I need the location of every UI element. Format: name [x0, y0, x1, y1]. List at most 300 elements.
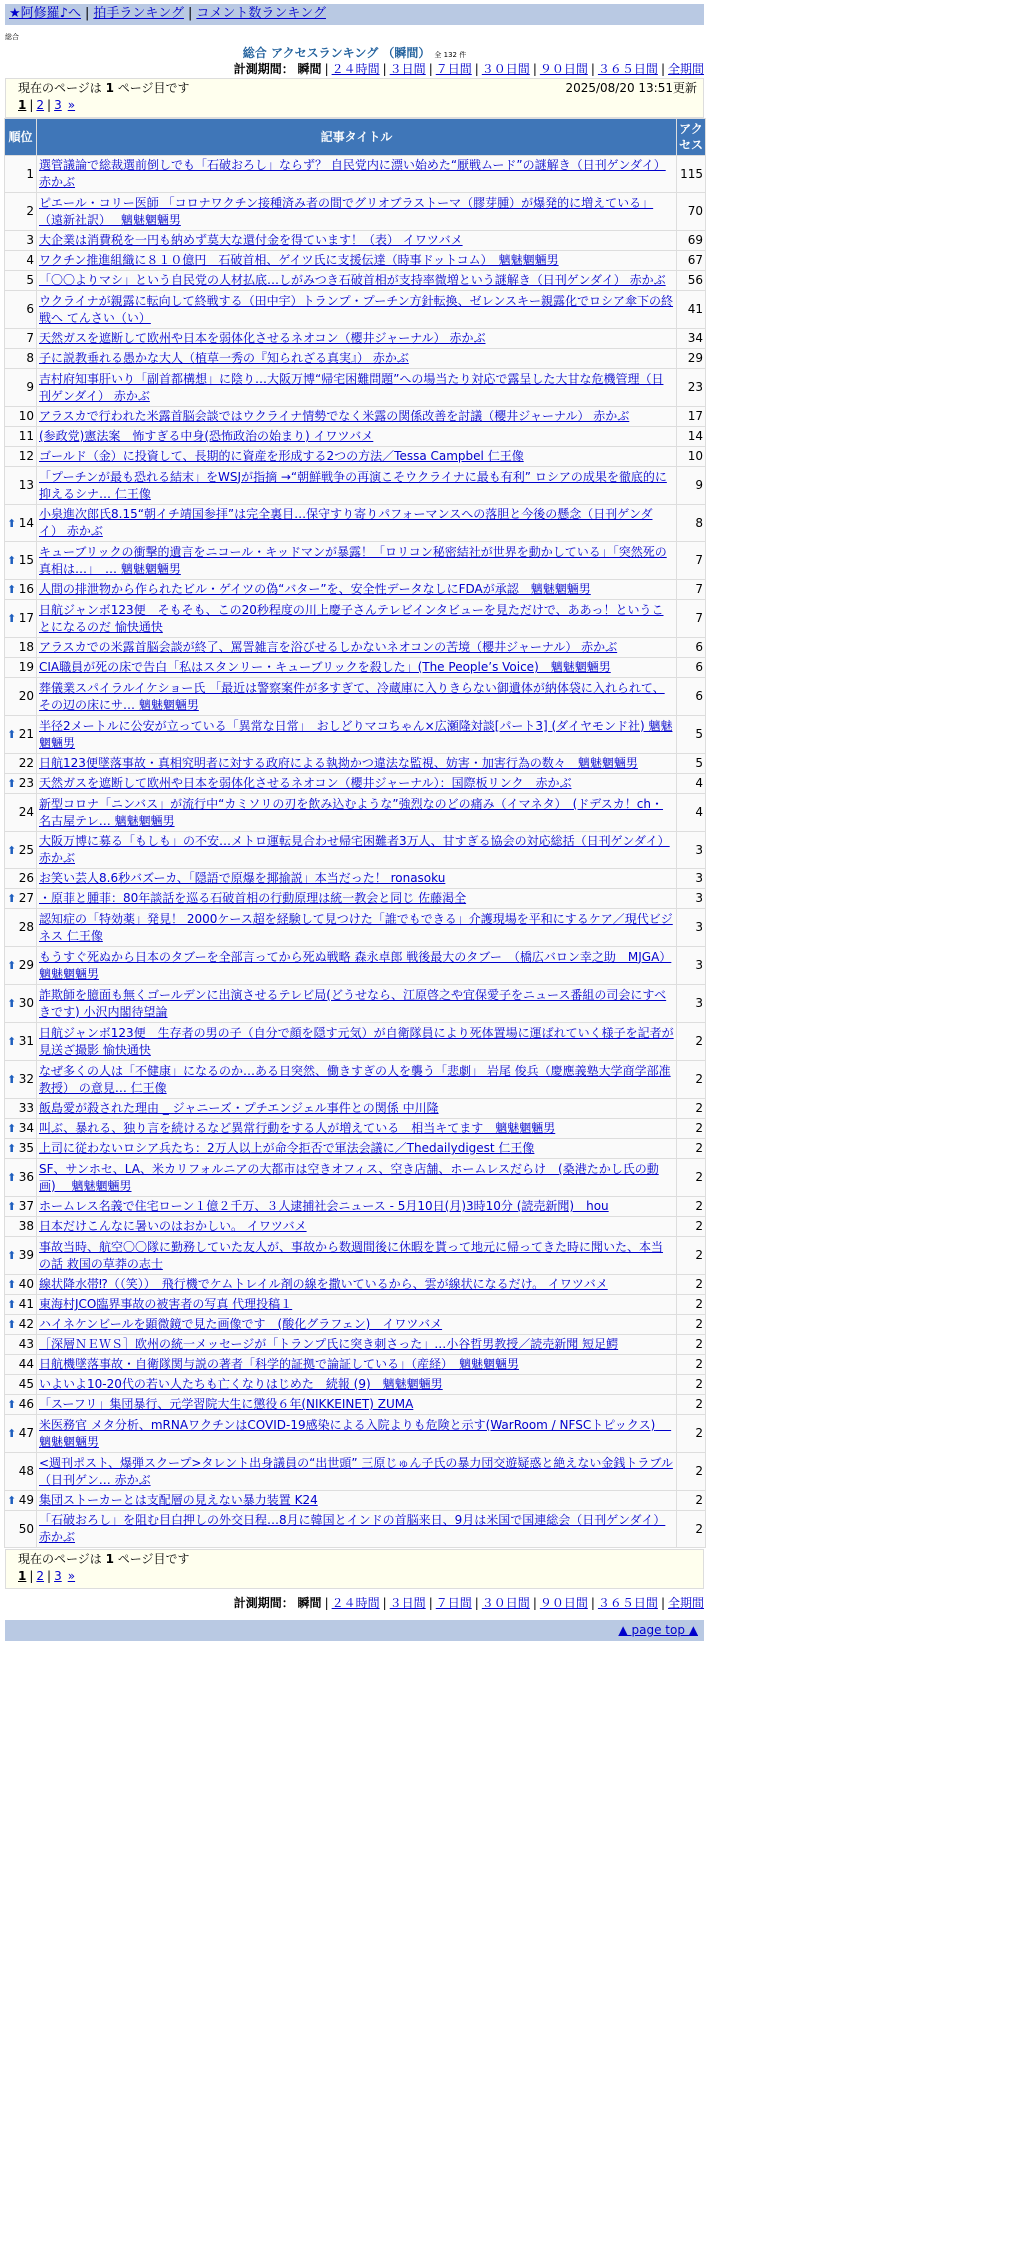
title-cell	[37, 156, 676, 192]
rank-number: 27	[18, 891, 34, 905]
table-row	[5, 231, 705, 250]
table-row	[5, 889, 705, 908]
access-count: 2	[677, 1099, 705, 1118]
period-365d[interactable]: ３６５日間	[597, 62, 658, 76]
title-cell	[37, 774, 676, 793]
article-link[interactable]: 米医務官 メタ分析、mRNAワクチンはCOVID-19感染による入院よりも危険と示す(WarRoom / NFSCトピックス) 魑魅魍魎男	[39, 1417, 672, 1449]
title-cell	[37, 947, 676, 984]
title-cell	[37, 1375, 676, 1394]
rank-cell	[5, 231, 36, 250]
access-count: 2	[677, 1197, 705, 1216]
back-to-asyura-link[interactable]: ★阿修羅♪へ	[9, 6, 81, 21]
page-3-link[interactable]: 3	[54, 1569, 62, 1583]
period-365d[interactable]: ３６５日間	[597, 1596, 658, 1610]
access-count: 2	[677, 1315, 705, 1334]
rank-cell	[5, 947, 36, 984]
access-count: 7	[677, 542, 705, 579]
article-link[interactable]: アラスカで行われた米露首脳会談ではウクライナ情勢でなく米露の関係改善を討議（櫻井ジャーナル） 赤かぶ	[39, 409, 630, 423]
article-link[interactable]: <週刊ポスト、爆弾スクープ>タレント出身議員の“出世頭” 三原じゅん子氏の暴力団交遊疑惑と絶えない金銭トラブル（日刊ゲン… 赤かぶ	[39, 1455, 673, 1487]
access-count: 3	[677, 889, 705, 908]
table-row	[5, 1375, 705, 1394]
article-link[interactable]: 「〇〇よりマシ」という自民党の人材払底…しがみつき石破首相が支持率微増という謎解き（日刊ゲンダイ） 赤かぶ	[39, 273, 666, 287]
page-title	[0, 46, 709, 62]
article-link[interactable]: 日航ジャンボ123便 そもそも、この20秒程度の川上慶子さんテレビインタビューを見ただけで、ああっ！ということになるのだ 愉快通快	[39, 602, 664, 634]
table-row	[5, 658, 705, 677]
rank-up-arrow-icon: ⬆	[7, 612, 17, 625]
rank-number: 21	[18, 727, 34, 741]
rank-cell	[5, 1355, 36, 1374]
title-cell	[37, 349, 676, 368]
rank-cell	[5, 716, 36, 753]
article-link[interactable]: 詐欺師を臆面も無くゴールデンに出演させるテレビ局(どうせなら、江原啓之や宜保愛子をニュース番組の司会にすべきです) 小沢内閣待望論	[39, 987, 667, 1019]
article-link[interactable]: (参政党)憲法案 怖すぎる中身(恐怖政治の始まり) イワツバメ	[39, 429, 374, 443]
rank-number: 10	[18, 409, 34, 423]
rank-number: 44	[18, 1357, 34, 1371]
rank-up-arrow-icon: ⬆	[7, 777, 17, 790]
rank-number: 28	[18, 920, 34, 934]
access-count: 2	[677, 1491, 705, 1510]
table-row	[5, 349, 705, 368]
article-link[interactable]: ハイネケンビールを顕微鏡で見た画像です (酸化グラフェン) イワツバメ	[39, 1317, 443, 1331]
access-count: 3	[677, 909, 705, 946]
rank-cell	[5, 1453, 36, 1490]
access-count: 115	[677, 156, 705, 192]
rank-cell	[5, 1099, 36, 1118]
rank-up-arrow-icon: ⬆	[7, 1122, 17, 1135]
title-cell	[37, 1197, 676, 1216]
page-1-link[interactable]: 1	[18, 1569, 27, 1583]
table-row	[5, 985, 705, 1022]
title-cell	[37, 1315, 676, 1334]
rank-cell	[5, 1139, 36, 1158]
article-link[interactable]: 人間の排泄物から作られたビル・ゲイツの偽“バター”を、安全性データなしにFDAが承認 魑魅魍魎男	[39, 582, 591, 596]
rank-cell	[5, 1315, 36, 1334]
rank-cell	[5, 467, 36, 504]
title-cell	[37, 794, 676, 831]
rank-cell	[5, 1335, 36, 1354]
rank-number: 15	[18, 553, 34, 567]
period-label: 計測期間：	[233, 1596, 294, 1610]
article-link[interactable]: 天然ガスを遮断して欧州や日本を弱体化させるネオコン（櫻井ジャーナル）：国際板リンク 赤かぶ	[39, 776, 572, 790]
access-count: 10	[677, 447, 705, 466]
rank-up-arrow-icon: ⬆	[7, 1427, 17, 1440]
rank-cell	[5, 1119, 36, 1138]
table-row	[5, 1511, 705, 1547]
rank-cell	[5, 156, 36, 192]
article-link[interactable]: 子に説教垂れる愚かな大人（植草一秀の『知られざる真実』） 赤かぶ	[39, 351, 409, 365]
period-all[interactable]: 全期間	[667, 1596, 704, 1610]
rank-up-arrow-icon: ⬆	[7, 1494, 17, 1507]
article-link[interactable]: 天然ガスを遮断して欧州や日本を弱体化させるネオコン（櫻井ジャーナル） 赤かぶ	[39, 331, 486, 345]
rank-cell	[5, 193, 36, 230]
rank-number: 18	[18, 640, 34, 654]
access-count: 70	[677, 193, 705, 230]
article-link[interactable]: ホームレス名義で住宅ローン１億２千万、３人逮捕社会ニュース - 5月10日(月)3時10分 (読売新聞) hou	[39, 1199, 609, 1213]
table-row	[5, 1335, 705, 1354]
article-link[interactable]: 「石破おろし」を阻む目白押しの外交日程…8月に韓国とインドの首脳来日、9月は米国で国連総会（日刊ゲンダイ） 赤かぶ	[39, 1513, 666, 1544]
rank-number: 13	[18, 478, 34, 492]
article-link[interactable]: 集団ストーカーとは支配層の見えない暴力装置 K24	[39, 1493, 318, 1507]
article-link[interactable]: 半径2メートルに公安が立っている「異常な日常」 おしどりマコちゃん×広瀬隆対談[パート3] (ダイヤモンド社) 魑魅魍魎男	[39, 718, 673, 750]
article-link[interactable]: もうすぐ死ぬから日本のタブーを全部言ってから死ぬ戦略 森永卓郎 戦後最大のタブー （橋広バロン幸之助 MJGA） 魑魅魍魎男	[39, 949, 672, 981]
rank-cell	[5, 1061, 36, 1098]
period-7d[interactable]: ７日間	[435, 62, 472, 76]
table-row	[5, 251, 705, 270]
table-row	[5, 678, 705, 715]
rank-number: 38	[18, 1219, 34, 1233]
title-cell	[37, 638, 676, 657]
ranking-table	[4, 118, 706, 1548]
title-cell	[37, 407, 676, 426]
rank-number: 22	[18, 756, 34, 770]
rank-number: 5	[26, 273, 34, 287]
article-link[interactable]: 事故当時、航空〇〇隊に勤務していた友人が、事故から数週間後に休暇を貰って地元に帰ってきた時に聞いた、本当の話 救国の草莽の志士	[39, 1239, 664, 1271]
period-30d[interactable]: ３０日間	[481, 62, 530, 76]
access-count: 2	[677, 1415, 705, 1452]
period-all[interactable]: 全期間	[667, 62, 704, 76]
rank-cell	[5, 1197, 36, 1216]
period-instant: 瞬間	[297, 1596, 322, 1610]
table-row	[5, 1237, 705, 1274]
rank-cell	[5, 1275, 36, 1294]
rank-cell	[5, 369, 36, 406]
rank-number: 14	[18, 515, 34, 530]
period-3d[interactable]: ３日間	[389, 62, 426, 76]
clap-ranking-link[interactable]: 拍手ランキング	[93, 6, 184, 21]
page-info-panel-top	[5, 78, 704, 118]
page-info-panel-bottom	[5, 1549, 704, 1589]
rank-up-arrow-icon: ⬆	[7, 1298, 17, 1311]
page-2-link[interactable]: 2	[36, 1569, 45, 1583]
title-cell	[37, 1335, 676, 1354]
period-30d[interactable]: ３０日間	[481, 1596, 530, 1610]
rank-number: 29	[18, 958, 34, 972]
period-90d[interactable]: ９０日間	[539, 1596, 588, 1610]
access-count: 7	[677, 580, 705, 599]
rank-up-arrow-icon: ⬆	[7, 1398, 17, 1411]
title-cell	[37, 832, 676, 868]
table-row	[5, 329, 705, 348]
rank-cell	[5, 985, 36, 1022]
access-count: 6	[677, 638, 705, 657]
title-cell	[37, 1395, 676, 1414]
title-cell	[37, 1453, 676, 1490]
table-row	[5, 407, 705, 426]
rank-cell	[5, 1159, 36, 1196]
rank-cell	[5, 1415, 36, 1452]
rank-number: 48	[18, 1464, 34, 1478]
table-row	[5, 1415, 705, 1452]
table-row	[5, 1119, 705, 1138]
article-link[interactable]: ゴールド（金）に投資して、長期的に資産を形成する2つの方法／Tessa Campbel 仁王像	[39, 449, 524, 463]
period-90d[interactable]: ９０日間	[539, 62, 588, 76]
access-count: 3	[677, 869, 705, 888]
article-link[interactable]: CIA職員が死の床で告白「私はスタンリー・キューブリックを殺した」(The People’s Voice) 魑魅魍魎男	[39, 660, 611, 674]
rank-number: 7	[26, 331, 34, 345]
rank-up-arrow-icon: ⬆	[7, 1318, 17, 1331]
access-count: 29	[677, 349, 705, 368]
access-count: 34	[677, 329, 705, 348]
access-count: 2	[677, 1295, 705, 1314]
page-top-link[interactable]: ▲ page top ▲	[618, 1623, 698, 1637]
table-row	[5, 638, 705, 657]
access-count: 4	[677, 774, 705, 793]
period-3d[interactable]: ３日間	[389, 1596, 426, 1610]
access-count: 4	[677, 794, 705, 831]
access-count: 2	[677, 1511, 705, 1547]
rank-cell	[5, 794, 36, 831]
rank-number: 40	[18, 1277, 34, 1291]
article-link[interactable]: 日航123便墜落事故・真相究明者に対する政府による執拗かつ違法な監視、妨害・加害行為の数々 魑魅魍魎男	[39, 756, 638, 770]
title-cell	[37, 658, 676, 677]
table-row	[5, 156, 705, 192]
article-link[interactable]: SF、サンホセ、LA、米カリフォルニアの大都市は空きオフィス、空き店舗、ホームレスだらけ (桑港たかし氏の動画) 魑魅魍魎男	[39, 1161, 659, 1193]
title-cell	[37, 505, 676, 541]
rank-cell	[5, 600, 36, 637]
rank-cell	[5, 407, 36, 426]
article-link[interactable]: 葬儀業スパイラルイケショー氏 「最近は警察案件が多すぎて、冷蔵庫に入りきらない御遺体が納体袋に入れられて、その辺の床にサ… 魑魅魍魎男	[39, 680, 665, 712]
header-access: アクセス	[677, 119, 705, 155]
next-page-link[interactable]: »	[67, 1569, 76, 1583]
rank-number: 6	[26, 302, 34, 316]
rank-cell	[5, 505, 36, 541]
comment-ranking-link[interactable]: コメント数ランキング	[196, 6, 326, 21]
access-count: 3	[677, 832, 705, 868]
article-link[interactable]: いよいよ10-20代の若い人たちも亡くなりはじめた 続報 (9) 魑魅魍魎男	[39, 1377, 443, 1391]
header-rank: 順位	[5, 119, 36, 155]
table-row	[5, 1197, 705, 1216]
table-row	[5, 1295, 705, 1314]
rank-number: 24	[18, 805, 34, 819]
title-cell	[37, 580, 676, 599]
title-cell	[37, 427, 676, 446]
title-cell	[37, 1099, 676, 1118]
rank-up-arrow-icon: ⬆	[7, 997, 17, 1010]
rank-number: 43	[18, 1337, 34, 1351]
access-count: 2	[677, 1375, 705, 1394]
table-row	[5, 271, 705, 290]
rank-number: 31	[18, 1034, 34, 1048]
rank-up-arrow-icon: ⬆	[7, 516, 17, 530]
rank-cell	[5, 349, 36, 368]
table-row	[5, 1275, 705, 1294]
rank-number: 26	[18, 871, 34, 885]
ranking-title: 総合 アクセスランキング （瞬間）	[242, 46, 431, 60]
next-page-link[interactable]: »	[67, 98, 76, 112]
rank-up-arrow-icon: ⬆	[7, 583, 17, 596]
article-link[interactable]: 日航機墜落事故・自衛隊関与説の著者「科学的証拠で論証している」（産経） 魑魅魍魎男	[39, 1357, 520, 1371]
article-link[interactable]: ［深層ＮＥＷＳ］欧州の統一メッセージが「トランプ氏に突き刺さった」…小谷哲男教授／読売新聞 短足鰐	[39, 1337, 619, 1351]
access-count: 2	[677, 1023, 705, 1060]
rank-cell	[5, 329, 36, 348]
article-link[interactable]: 新型コロナ「ニンバス」が流行中“カミソリの刃を飲み込むような”強烈なのどの痛み（イマネタ） (ドデスカ！ch・名古屋テレ… 魑魅魍魎男	[39, 796, 664, 828]
table-row	[5, 193, 705, 230]
rank-number: 42	[18, 1317, 34, 1331]
rank-up-arrow-icon: ⬆	[7, 1200, 17, 1213]
rank-number: 16	[18, 582, 34, 596]
rank-cell	[5, 889, 36, 908]
rank-up-arrow-icon: ⬆	[7, 728, 17, 741]
rank-number: 34	[18, 1121, 34, 1135]
access-count: 5	[677, 754, 705, 773]
access-count: 3	[677, 947, 705, 984]
table-row	[5, 774, 705, 793]
pagination-top: 1 | 2 | 3 »	[18, 98, 76, 112]
table-row	[5, 505, 705, 541]
period-24h[interactable]: ２４時間	[331, 1596, 380, 1610]
table-row	[5, 1061, 705, 1098]
title-cell	[37, 1139, 676, 1158]
article-link[interactable]: ウクライナが親露に転向して終戦する（田中宇）トランプ・プーチン方針転換、ゼレンスキー親露化でロシア傘下の終戦へ てんさい（い）	[39, 293, 674, 325]
rank-cell	[5, 271, 36, 290]
rank-number: 23	[18, 776, 34, 790]
ranking-rows	[5, 156, 705, 1547]
access-count: 7	[677, 600, 705, 637]
rank-cell	[5, 658, 36, 677]
table-row	[5, 467, 705, 504]
updated-timestamp: 2025/08/20 13:51更新	[565, 81, 697, 95]
rank-number: 17	[18, 611, 34, 625]
rank-cell	[5, 1491, 36, 1510]
period-7d[interactable]: ７日間	[435, 1596, 472, 1610]
article-link[interactable]: お笑い芸人8.6秒バズーカ、「隠語で原爆を揶揄説」本当だった！ ronasoku	[39, 871, 446, 885]
access-count: 23	[677, 369, 705, 406]
rank-number: 39	[18, 1248, 34, 1262]
article-link[interactable]: 認知症の「特効薬」発見！ 2000ケース超を経験して見つけた「誰でもできる」介護現場を平和にするケア／現代ビジネス 仁王像	[39, 911, 673, 943]
access-count: 2	[677, 1119, 705, 1138]
access-count: 2	[677, 1159, 705, 1196]
article-link[interactable]: 大企業は消費税を一円も納めず莫大な還付金を得ています！（表） イワツバメ	[39, 233, 463, 247]
title-cell	[37, 467, 676, 504]
access-count: 2	[677, 1237, 705, 1274]
page-3-link[interactable]: 3	[54, 98, 62, 112]
rank-cell	[5, 1395, 36, 1414]
current-page-text: 現在のページは 1 ページ目です	[18, 81, 190, 95]
rank-cell	[5, 1023, 36, 1060]
article-link[interactable]: ピエール・コリー医師 「コロナワクチン接種済み者の間でグリオブラストーマ（膠芽腫）が爆発的に増えている」 （遠新社訳） 魑魅魍魎男	[39, 195, 654, 227]
table-row	[5, 427, 705, 446]
access-count: 41	[677, 291, 705, 328]
title-cell	[37, 291, 676, 328]
rank-number: 41	[18, 1297, 34, 1311]
article-link[interactable]: 叫ぶ、暴れる、独り言を続けるなど異常行動をする人が増えている 相当キてます 魑魅魍魎男	[39, 1121, 556, 1135]
access-count: 56	[677, 271, 705, 290]
table-row	[5, 1355, 705, 1374]
article-link[interactable]: キューブリックの衝撃的遺言をニコール・キッドマンが暴露！「ロリコン秘密結社が世界を動かしている」「突然死の真相は…」 … 魑魅魍魎男	[39, 544, 667, 576]
article-link[interactable]: 「スーフリ」集団暴行、元学習院大生に懲役６年(NIKKEINET) ZUMA	[39, 1397, 414, 1411]
rank-up-arrow-icon: ⬆	[7, 1035, 17, 1048]
article-link[interactable]: 大阪万博に募る「もしも」の不安…メトロ運転見合わせ帰宅困難者3万人、甘すぎる協会の対応総括（日刊ゲンダイ） 赤かぶ	[39, 834, 670, 865]
article-link[interactable]: アラスカでの米露首脳会談が終了、罵詈雑言を浴びせるしかないネオコンの苦境（櫻井ジャーナル） 赤かぶ	[39, 640, 618, 654]
title-cell	[37, 909, 676, 946]
table-row	[5, 369, 705, 406]
rank-number: 33	[18, 1101, 34, 1115]
page-1-link[interactable]: 1	[18, 98, 27, 112]
article-link[interactable]: 上司に従わないロシア兵たち：2万人以上が命令拒否で軍法会議に／Thedailydigest 仁王像	[39, 1141, 535, 1155]
title-cell	[37, 271, 676, 290]
rank-number: 50	[18, 1521, 34, 1536]
rank-number: 30	[18, 996, 34, 1010]
rank-number: 12	[18, 449, 34, 463]
article-link[interactable]: 選管議論で総裁選前倒しでも「石破おろし」ならず？ 自民党内に漂い始めた“厭戦ムード”の謎解き（日刊ゲンダイ） 赤かぶ	[39, 158, 666, 189]
header-title: 記事タイトル	[37, 119, 676, 155]
rank-cell	[5, 909, 36, 946]
table-row	[5, 1023, 705, 1060]
table-row	[5, 1217, 705, 1236]
access-count: 2	[677, 1395, 705, 1414]
rank-number: 36	[18, 1170, 34, 1184]
rank-up-arrow-icon: ⬆	[7, 554, 17, 567]
title-cell	[37, 1061, 676, 1098]
rank-cell	[5, 1217, 36, 1236]
table-row	[5, 447, 705, 466]
access-count: 14	[677, 427, 705, 446]
title-cell	[37, 1159, 676, 1196]
article-link[interactable]: 小泉進次郎氏8.15“朝イチ靖国参拝”は完全裏目…保守すり寄りパフォーマンスへの落胆と今後の懸念（日刊ゲンダイ） 赤かぶ	[39, 507, 653, 538]
title-cell	[37, 329, 676, 348]
rank-up-arrow-icon: ⬆	[7, 1073, 17, 1086]
title-cell	[37, 1237, 676, 1274]
rank-cell	[5, 832, 36, 868]
article-link[interactable]: 飯島愛が殺された理由 _ ジャニーズ・プチエンジェル事件との関係 中川隆	[39, 1101, 439, 1115]
access-count: 17	[677, 407, 705, 426]
rank-number: 25	[18, 842, 34, 857]
title-cell	[37, 1415, 676, 1452]
period-24h[interactable]: ２４時間	[331, 62, 380, 76]
rank-up-arrow-icon: ⬆	[7, 1249, 17, 1262]
access-count: 8	[677, 505, 705, 541]
rank-number: 4	[26, 253, 34, 267]
article-link[interactable]: 線状降水帯⁉（（笑）） 飛行機でケムトレイル剤の線を撒いているから、雲が線状になるだけ。 イワツバメ	[39, 1277, 608, 1291]
access-count: 2	[677, 1453, 705, 1490]
article-link[interactable]: なぜ多くの人は「不健康」になるのか…ある日突然、働きすぎの人を襲う「悲劇」 岩尾 俊兵（慶應義塾大学商学部准教授） の意見… 仁王像	[39, 1063, 671, 1095]
period-selector-bottom: 計測期間： 瞬間 | ２４時間 | ３日間 | ７日間 | ３０日間 | ９０日間 | ３６５日間 | 全期間	[233, 1596, 704, 1610]
rank-up-arrow-icon: ⬆	[7, 1171, 17, 1184]
access-count: 9	[677, 467, 705, 504]
table-row	[5, 580, 705, 599]
rank-number: 47	[18, 1426, 34, 1440]
rank-up-arrow-icon: ⬆	[7, 1278, 17, 1291]
title-cell	[37, 889, 676, 908]
rank-number: 19	[18, 660, 34, 674]
table-row	[5, 909, 705, 946]
rank-cell	[5, 678, 36, 715]
title-cell	[37, 1511, 676, 1547]
title-cell	[37, 1355, 676, 1374]
rank-cell	[5, 291, 36, 328]
rank-cell	[5, 869, 36, 888]
period-label: 計測期間：	[233, 62, 294, 76]
article-link[interactable]: 日航ジャンボ123便 生存者の男の子（自分で顔を隠す元気）が自衛隊員により死体置場に運ばれていく様子を記者が見送ざ撮影 愉快通快	[39, 1025, 674, 1057]
article-link[interactable]: 日本だけこんなに暑いのはおかしい。 イワツバメ	[39, 1219, 307, 1233]
article-link[interactable]: 吉村府知事肝いり「副首都構想」に陰り…大阪万博“帰宅困難問題”への場当たり対応で露呈した大甘な危機管理（日刊ゲンダイ） 赤かぶ	[39, 371, 664, 403]
title-cell	[37, 1217, 676, 1236]
article-link[interactable]: ワクチン推進組織に８１０億円 石破首相、ゲイツ氏に支援伝達（時事ドットコム） 魑魅魍魎男	[39, 253, 559, 267]
table-row	[5, 1099, 705, 1118]
article-link[interactable]: ・原菲と腫菲：80年談話を巡る石破首相の行動原理は統一教会と同じ 佐藤渇全	[39, 891, 467, 905]
title-cell	[37, 1023, 676, 1060]
rank-number: 9	[26, 380, 34, 394]
rank-number: 2	[26, 204, 34, 218]
rank-cell	[5, 447, 36, 466]
article-link[interactable]: 東海村JCO臨界事故の被害者の写真 代理投稿１	[39, 1297, 293, 1311]
rank-up-arrow-icon: ⬆	[7, 959, 17, 972]
current-page-text-bottom: 現在のページは 1 ページ目です	[18, 1552, 190, 1566]
page-2-link[interactable]: 2	[36, 98, 45, 112]
table-row	[5, 832, 705, 868]
article-link[interactable]: 「プーチンが最も恐れる結末」をWSJが指摘 →“朝鮮戦争の再演こそウクライナに最も有利” ロシアの成果を徹底的に抑えるシナ… 仁王像	[39, 469, 667, 501]
access-count: 5	[677, 716, 705, 753]
